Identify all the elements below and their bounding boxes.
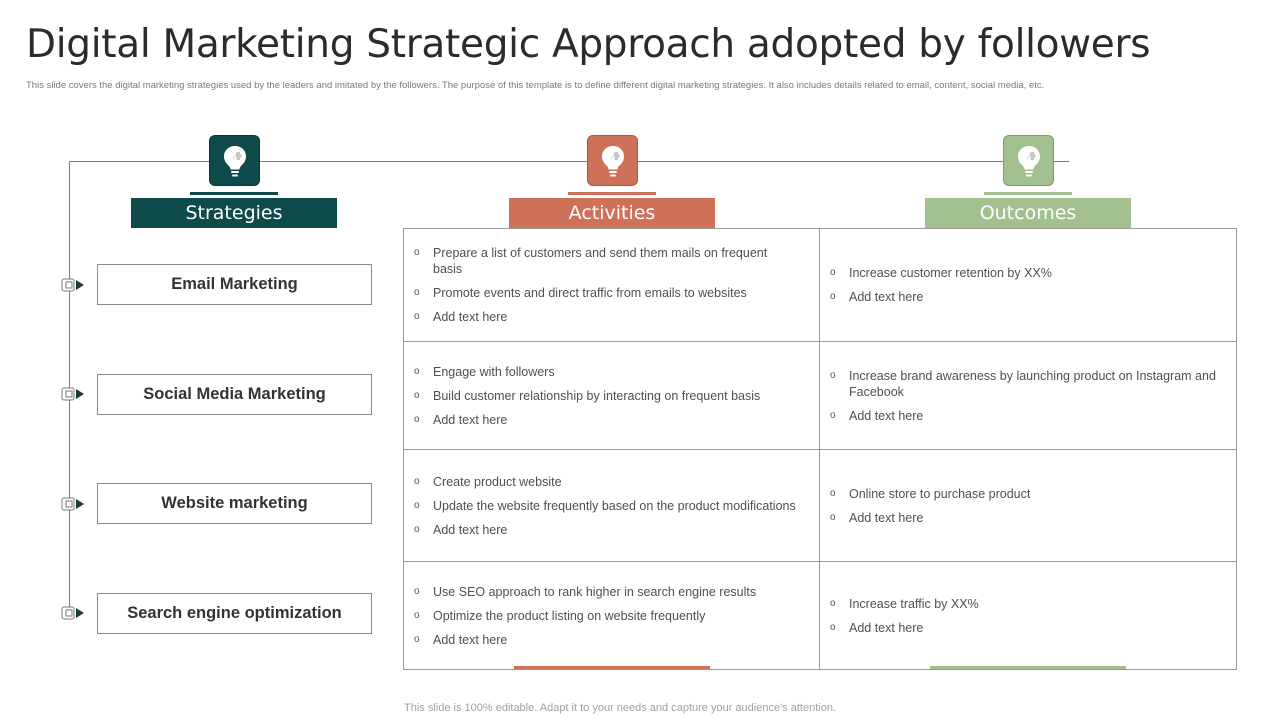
bullet-icon: o [414,523,420,535]
list-item [830,289,1216,305]
list-item [414,474,799,490]
strategy-search-engine-optimization: Search engine optimization [97,593,372,634]
bullet-icon: o [830,369,836,381]
arrow-connector-icon [61,605,85,621]
list-item-text: Add text here [849,620,924,635]
outcomes-cell [820,449,1236,561]
list-item-text: Increase brand awareness by launching product on Instagram and Facebook [849,368,1216,399]
list-item [414,632,799,648]
arrow-connector-icon [61,277,85,293]
bullet-icon: o [414,247,420,258]
list-item-text: Add text here [433,632,508,647]
page-title: Digital Marketing Strategic Approach adopted by followers [26,22,1151,67]
list-item [414,285,799,301]
activities-bottom-bar [514,666,710,669]
arrow-connector-icon [61,386,85,402]
list-item-text: Add text here [849,510,924,525]
bullet-icon: o [414,633,420,645]
list-item-text: Create product website [433,474,562,489]
activities-cell [404,561,820,669]
list-item-text: Add text here [433,310,508,324]
bullet-icon: o [830,487,836,499]
bullet-icon: o [414,389,420,401]
bullet-icon: o [830,597,836,609]
activities-cell [404,449,820,561]
list-item-text: Engage with followers [433,364,555,379]
list-item-text: Update the website frequently based on the product modifications [433,498,796,513]
list-item [414,388,799,404]
list-item [830,596,1216,612]
bullet-icon: o [414,585,420,597]
lightbulb-puzzle-icon [209,135,260,186]
list-item-text: Online store to purchase product [849,486,1031,501]
list-item [830,408,1216,424]
list-item-text: Use SEO approach to rank higher in search engine results [433,584,757,599]
list-item-text: Add text here [433,412,508,427]
list-item-text: Increase customer retention by XX% [849,266,1052,280]
list-item-text: Add text here [849,408,924,423]
list-item [414,498,799,514]
list-item-text: Optimize the product listing on website frequently [433,608,706,623]
bullet-icon: o [414,413,420,425]
page-subtitle: This slide covers the digital marketing strategies used by the leaders and imitated by the followers. The purpose of this template is to define different digital marketing strategies. It also includes details related to email, content, social media, etc. [26,80,1045,91]
strategy-website-marketing: Website marketing [97,483,372,524]
bullet-icon: o [414,609,420,621]
bullet-icon: o [414,365,420,377]
list-item [830,510,1216,526]
activities-icon-underline [568,192,656,195]
bullet-icon: o [414,475,420,487]
activities-cell [404,229,820,341]
strategies-header: Strategies [131,198,337,228]
strategy-email-marketing: Email Marketing [97,264,372,305]
lightbulb-puzzle-svg [1014,144,1044,178]
bullet-icon: o [830,409,836,421]
footer-note: This slide is 100% editable. Adapt it to your needs and capture your audience's attention. [404,702,836,714]
list-item [414,522,799,538]
list-item-text: Add text here [433,522,508,537]
outcomes-icon-underline [984,192,1072,195]
activities-header: Activities [509,198,715,228]
list-item [414,584,799,600]
arrow-connector-icon [61,496,85,512]
list-item [830,486,1216,502]
list-item-text: Build customer relationship by interacting on frequent basis [433,388,761,403]
list-item [414,412,799,428]
list-item [414,364,799,380]
list-item [830,265,1216,281]
outcomes-header: Outcomes [925,198,1131,228]
lightbulb-puzzle-icon [587,135,638,186]
list-item-text: Promote events and direct traffic from emails to websites [433,286,747,300]
list-item [830,620,1216,636]
bullet-icon: o [830,621,836,633]
lightbulb-puzzle-svg [598,144,628,178]
list-item-text: Prepare a list of customers and send them mails on frequent basis [433,246,768,276]
bullet-icon: o [414,499,420,511]
list-item [830,368,1216,400]
outcomes-cell [820,341,1236,449]
list-item-text: Add text here [849,290,924,304]
outcomes-bottom-bar [930,666,1126,669]
bullet-icon: o [830,511,836,523]
outcomes-cell [820,561,1236,669]
outcomes-cell [820,229,1236,341]
list-item [414,309,799,325]
strategies-icon-underline [190,192,278,195]
activities-outcomes-table [403,228,1237,670]
bullet-icon: o [830,291,836,302]
bullet-icon: o [830,267,836,278]
lightbulb-puzzle-icon [1003,135,1054,186]
bullet-icon: o [414,287,420,298]
activities-cell [404,341,820,449]
bullet-icon: o [414,311,420,322]
strategy-social-media-marketing: Social Media Marketing [97,374,372,415]
lightbulb-puzzle-svg [220,144,250,178]
list-item-text: Increase traffic by XX% [849,596,979,611]
list-item [414,245,799,277]
list-item [414,608,799,624]
